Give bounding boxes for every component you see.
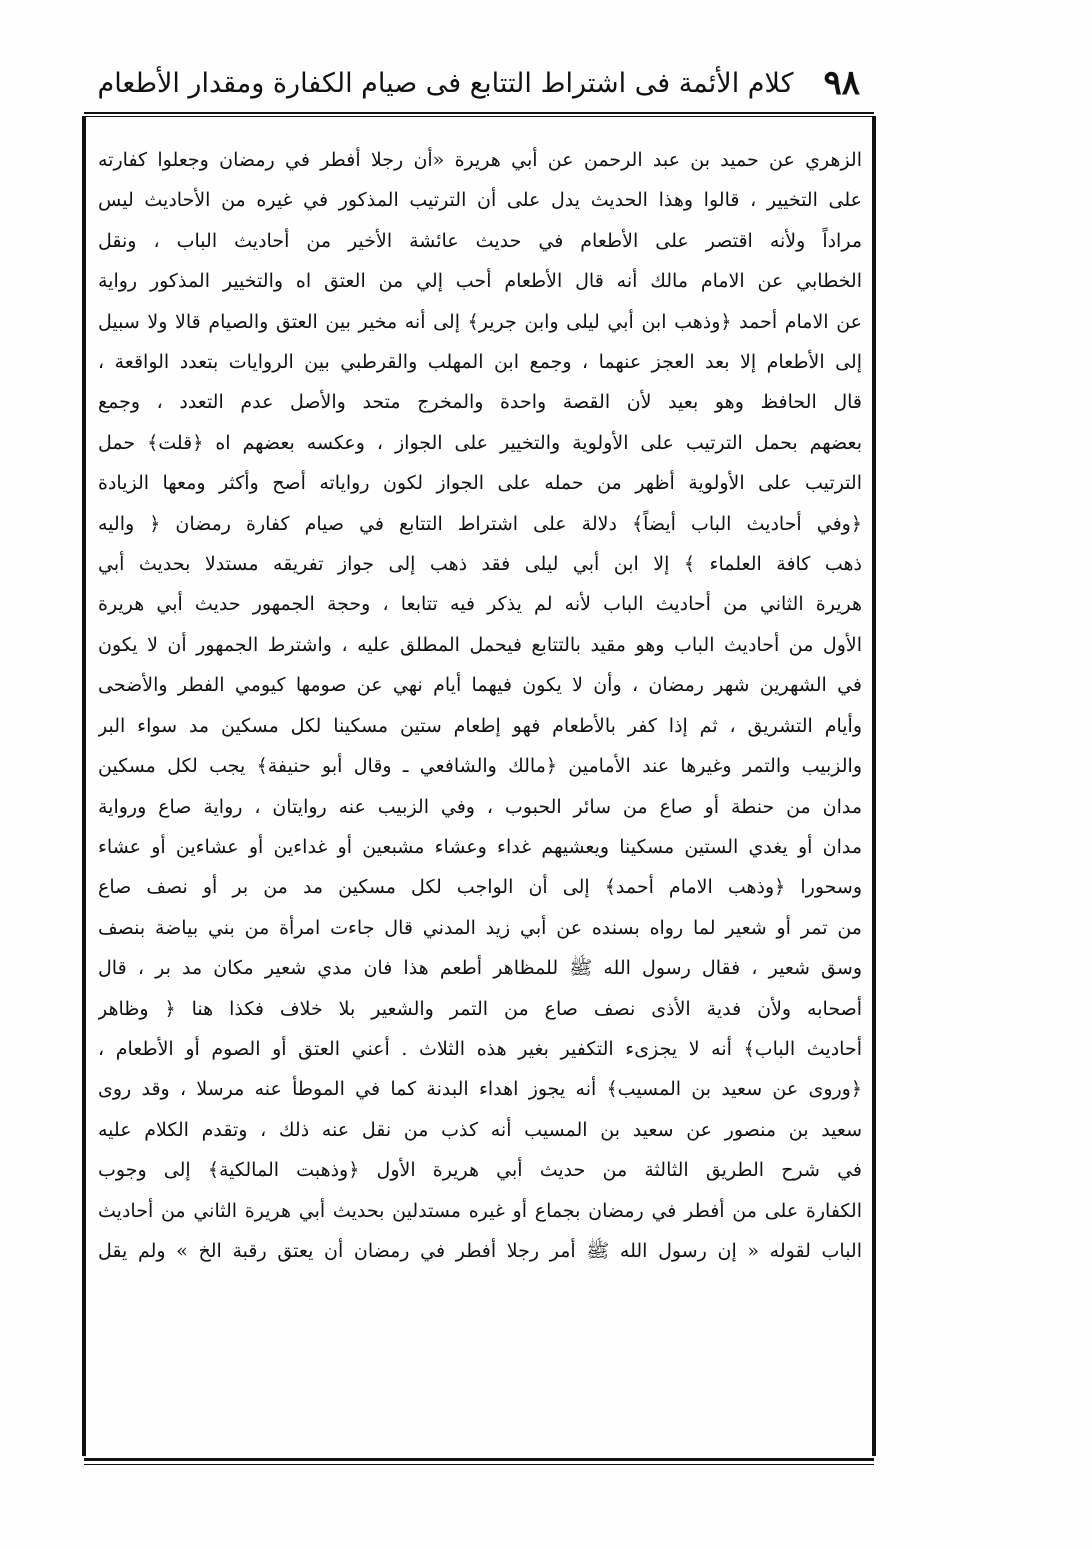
text-line: سعيد بن منصور عن سعيد بن المسيب أنه كذب من نقل عنه ذلك ، وتقدم الكلام عليه bbox=[98, 1118, 862, 1141]
text-line: ﴿وفي أحاديث الباب أيضاً﴾ دلالة على اشتراط التتابع في صيام كفارة رمضان ﴿ واليه bbox=[98, 512, 862, 535]
frame-left-rule bbox=[82, 116, 86, 1456]
text-line: مدان من حنطة أو صاع من سائر الحبوب ، وفي الزبيب عنه روايتان ، رواية صاع ورواية bbox=[98, 795, 862, 818]
text-line: مدان أو يغدي الستين مسكينا ويعشيهم غداء وعشاء مشبعين أو غداءين أو عشاءين أو عشاء bbox=[98, 835, 862, 858]
text-line: أصحابه ولأن فدية الأذى نصف صاع من التمر والشعير بلا خلاف فكذا هنا ﴿ وظاهر bbox=[98, 997, 862, 1020]
text-line: الكفارة على من أفطر في رمضان بجماع أو غيره مستدلين بحديث أبي هريرة الثاني من أحاديث bbox=[98, 1199, 862, 1222]
frame-bottom-rule-thin bbox=[84, 1464, 874, 1465]
text-line: من تمر أو شعير لما رواه بسنده عن أبي زيد المدني قال جاءت امرأة من بني بياضة بنصف bbox=[98, 916, 862, 939]
text-line: والزبيب والتمر وغيرها عند الأمامين ﴿مالك والشافعي ـ وقال أبو حنيفة﴾ يجب لكل مسكين bbox=[98, 755, 862, 778]
text-line: وسحورا ﴿وذهب الامام أحمد﴾ إلى أن الواجب لكل مسكين مد من بر أو نصف صاع bbox=[98, 876, 862, 899]
text-line: على التخيير ، قالوا وهذا الحديث يدل على أن الترتيب المذكور في غيره من الأحاديث ليس bbox=[98, 189, 862, 212]
text-line: الترتيب على الأولوية أظهر من حمله على الجواز لكون رواياته أصح وأكثر ومعها الزيادة bbox=[98, 472, 862, 495]
text-line: وسق شعير ، فقال رسول الله ﷺ للمظاهر أطعم هذا فان مدي شعير مكان مد بر ، قال bbox=[98, 957, 862, 980]
text-line: إلى الأطعام إلا بعد العجز عنهما ، وجمع ابن المهلب والقرطبي بين الروايات بتعدد الواقعة ، bbox=[98, 351, 862, 374]
text-line: أحاديث الباب﴾ أنه لا يجزىء التكفير بغير هذه الثلاث . أعني العتق أو الصوم أو الأطعام ، bbox=[98, 1037, 862, 1060]
text-line: ذهب كافة العلماء ﴾ إلا ابن أبي ليلى فقد ذهب إلى جواز تفريقه مستدلا بحديث أبي bbox=[98, 553, 862, 576]
text-line: الخطابي عن الامام مالك أنه قال الأطعام أحب إلي من العتق اه والتخيير المذكور رواية bbox=[98, 270, 862, 293]
text-line: الباب لقوله « إن رسول الله ﷺ أمر رجلا أفطر في رمضان أن يعتق رقبة الخ » ولم يقل bbox=[98, 1239, 862, 1262]
text-line: عن الامام أحمد ﴿وذهب ابن أبي ليلى وابن جرير﴾ إلى أنه مخير بين العتق والصيام قالا ولا سبيل bbox=[98, 310, 862, 333]
text-line: قال الحافظ وهو بعيد لأن القصة واحدة والمخرج متحد والأصل عدم التعدد ، وجمع bbox=[98, 391, 862, 414]
frame-bottom-rule bbox=[84, 1458, 874, 1461]
text-line: هريرة الثاني من أحاديث الباب لأنه لم يذكر فيه تتابعا ، وحجة الجمهور حديث أبي هريرة bbox=[98, 593, 862, 616]
text-line: الزهري عن حميد بن عبد الرحمن عن أبي هريرة «أن رجلا أفطر في رمضان وجعلوا كفارته bbox=[98, 149, 862, 171]
page-header bbox=[97, 58, 860, 108]
running-title: كلام الأئمة فى اشتراط التتابع فى صيام الكفارة ومقدار الأطعام bbox=[97, 67, 794, 99]
frame-right-rule bbox=[872, 116, 876, 1456]
text-line: الأول من أحاديث الباب وهو مقيد بالتتابع فيحمل المطلق عليه ، واشترط الجمهور أن لا يكون bbox=[98, 633, 862, 656]
text-line: في الشهرين شهر رمضان ، وأن لا يكون فيهما أيام نهي عن صومها كيومي الفطر والأضحى bbox=[98, 674, 862, 697]
text-line: بعضهم بحمل الترتيب على الأولوية والتخيير على الجواز ، وعكسه بعضهم اه ﴿قلت﴾ حمل bbox=[98, 431, 862, 454]
text-line: وأيام التشريق ، ثم إذا كفر بالأطعام فهو إطعام ستين مسكينا لكل مسكين مد سواء البر bbox=[98, 714, 862, 737]
frame-top-rule bbox=[84, 112, 874, 114]
page-number: ٩٨ bbox=[823, 63, 860, 103]
text-line: ﴿وروى عن سعيد بن المسيب﴾ أنه يجوز اهداء البدنة كما في الموطأ عنه مرسلا ، وقد روى bbox=[98, 1078, 862, 1101]
text-line: في شرح الطريق الثالثة من حديث أبي هريرة الأول ﴿وذهبت المالكية﴾ إلى وجوب bbox=[98, 1159, 862, 1182]
frame-top-rule-thin bbox=[84, 116, 874, 117]
text-line: مراداً ولأنه اقتصر على الأطعام في حديث عائشة الأخير من أحاديث الباب ، ونقل bbox=[98, 229, 862, 252]
main-text bbox=[98, 140, 862, 1450]
